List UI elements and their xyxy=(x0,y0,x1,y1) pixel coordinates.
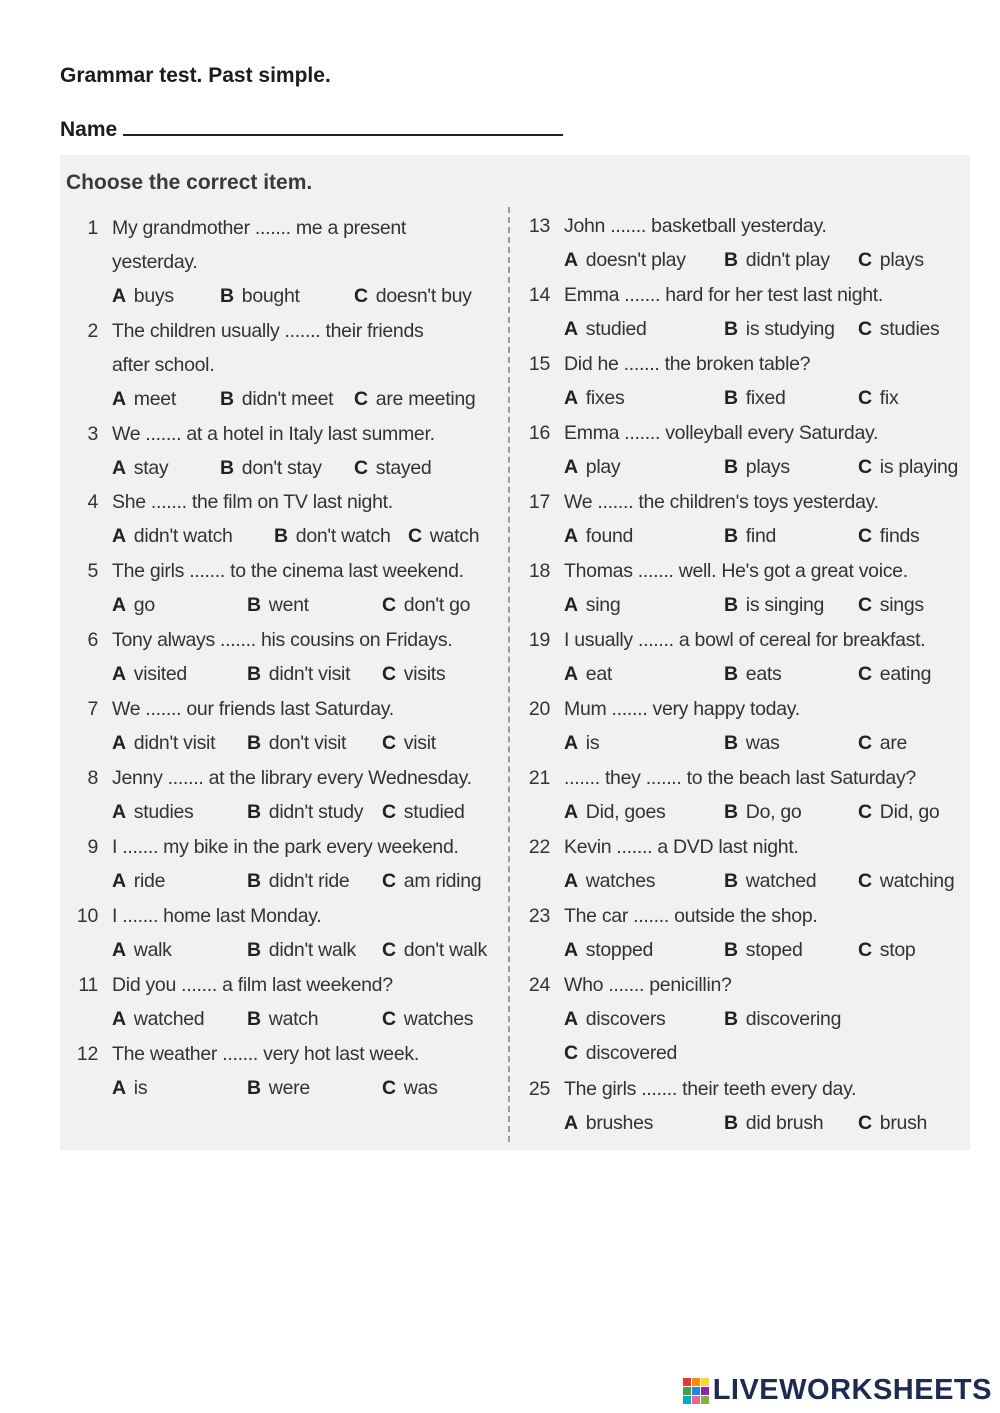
option-letter: A xyxy=(112,801,126,823)
option-a[interactable] xyxy=(564,870,655,893)
option-text: walk xyxy=(133,939,172,961)
option-letter: C xyxy=(564,1042,578,1064)
option-b[interactable] xyxy=(247,594,309,617)
question-number: 14 xyxy=(528,284,550,306)
option-text: is playing xyxy=(879,456,959,478)
option-a[interactable] xyxy=(112,525,233,548)
question-number: 24 xyxy=(528,974,550,996)
instruction: Choose the correct item. xyxy=(66,171,313,194)
column-divider xyxy=(508,207,510,1142)
option-text: fixed xyxy=(745,387,786,409)
option-text: Did, goes xyxy=(585,801,666,823)
option-letter: B xyxy=(247,870,261,892)
question-text: The children usually ....... their friends xyxy=(112,320,424,342)
option-a[interactable] xyxy=(564,594,620,617)
name-underline[interactable] xyxy=(123,114,563,136)
option-a[interactable] xyxy=(564,249,686,272)
option-letter: A xyxy=(564,249,578,271)
question-text: We ....... the children's toys yesterday. xyxy=(564,491,879,513)
option-a[interactable] xyxy=(112,1077,147,1100)
option-text: watches xyxy=(403,1008,474,1030)
option-a[interactable] xyxy=(564,732,599,755)
logo-tile xyxy=(692,1378,700,1386)
option-b[interactable] xyxy=(724,525,776,548)
option-letter: A xyxy=(564,456,578,478)
option-a[interactable] xyxy=(112,801,193,824)
question-text: I ....... home last Monday. xyxy=(112,905,322,927)
option-text: didn't visit xyxy=(133,732,216,754)
option-b[interactable] xyxy=(247,939,356,962)
option-text: discovering xyxy=(745,1008,842,1030)
option-letter: C xyxy=(382,594,396,616)
option-text: did brush xyxy=(745,1112,824,1134)
option-letter: C xyxy=(858,249,872,271)
option-letter: A xyxy=(564,1008,578,1030)
option-letter: A xyxy=(112,525,126,547)
option-text: visited xyxy=(133,663,187,685)
option-text: Did, go xyxy=(879,801,940,823)
question-number: 11 xyxy=(78,974,98,996)
option-letter: C xyxy=(858,939,872,961)
option-letter: C xyxy=(382,939,396,961)
question-number: 12 xyxy=(76,1043,98,1065)
option-text: don't stay xyxy=(241,457,322,479)
option-a[interactable] xyxy=(112,594,155,617)
option-letter: B xyxy=(247,1077,261,1099)
option-b[interactable] xyxy=(274,525,391,548)
option-c[interactable] xyxy=(858,801,939,824)
option-text: fix xyxy=(879,387,899,409)
option-b[interactable] xyxy=(724,249,830,272)
liveworksheets-logo-icon xyxy=(683,1378,709,1404)
question-text: The car ....... outside the shop. xyxy=(564,905,818,927)
option-a[interactable] xyxy=(564,801,665,824)
option-c[interactable] xyxy=(354,457,431,480)
option-b[interactable] xyxy=(247,732,346,755)
option-b[interactable] xyxy=(724,387,786,410)
option-a[interactable] xyxy=(112,285,174,308)
option-letter: B xyxy=(724,1112,738,1134)
option-letter: A xyxy=(564,732,578,754)
option-text: don't go xyxy=(403,594,471,616)
option-text: meet xyxy=(133,388,176,410)
option-letter: C xyxy=(382,732,396,754)
option-c[interactable] xyxy=(408,525,479,548)
question-text: Tony always ....... his cousins on Fridays. xyxy=(112,629,453,651)
page-title: Grammar test. Past simple. xyxy=(60,64,331,87)
option-letter: A xyxy=(112,285,126,307)
option-letter: B xyxy=(220,457,234,479)
question-text: We ....... our friends last Saturday. xyxy=(112,698,394,720)
option-text: was xyxy=(403,1077,438,1099)
option-letter: C xyxy=(858,801,872,823)
question-number: 9 xyxy=(87,836,98,858)
option-letter: B xyxy=(724,318,738,340)
name-field[interactable] xyxy=(60,114,563,142)
question-number: 7 xyxy=(87,698,98,720)
question-text: We ....... at a hotel in Italy last summer. xyxy=(112,423,435,445)
question-number: 15 xyxy=(528,353,550,375)
option-text: don't visit xyxy=(268,732,347,754)
option-text: watches xyxy=(585,870,656,892)
option-text: is singing xyxy=(745,594,825,616)
logo-tile xyxy=(701,1387,709,1395)
option-letter: B xyxy=(724,387,738,409)
option-c[interactable] xyxy=(354,285,472,308)
option-text: doesn't play xyxy=(585,249,686,271)
option-letter: C xyxy=(382,1077,396,1099)
option-a[interactable] xyxy=(112,457,168,480)
question-number: 3 xyxy=(87,423,98,445)
option-b[interactable] xyxy=(247,1077,310,1100)
option-text: eating xyxy=(879,663,932,685)
option-text: buys xyxy=(133,285,174,307)
option-b[interactable] xyxy=(724,456,790,479)
option-a[interactable] xyxy=(564,525,633,548)
option-text: stoped xyxy=(745,939,803,961)
option-b[interactable] xyxy=(220,285,300,308)
logo-tile xyxy=(683,1396,691,1404)
option-letter: C xyxy=(382,663,396,685)
option-a[interactable] xyxy=(564,318,647,341)
question-text: The girls ....... their teeth every day. xyxy=(564,1078,857,1100)
option-c[interactable] xyxy=(382,1008,473,1031)
option-b[interactable] xyxy=(724,732,780,755)
option-c[interactable] xyxy=(564,1042,677,1065)
option-letter: C xyxy=(858,870,872,892)
option-letter: B xyxy=(724,663,738,685)
option-text: sings xyxy=(879,594,924,616)
option-text: is xyxy=(133,1077,148,1099)
question-text: Who ....... penicillin? xyxy=(564,974,732,996)
option-b[interactable] xyxy=(220,457,322,480)
option-letter: A xyxy=(112,663,126,685)
option-c[interactable] xyxy=(382,1077,438,1100)
option-letter: A xyxy=(564,663,578,685)
option-text: stayed xyxy=(375,457,432,479)
logo-tile xyxy=(701,1396,709,1404)
option-text: find xyxy=(745,525,777,547)
option-text: didn't study xyxy=(268,801,364,823)
option-text: eat xyxy=(585,663,613,685)
option-letter: C xyxy=(382,870,396,892)
option-letter: A xyxy=(564,870,578,892)
option-letter: A xyxy=(112,939,126,961)
option-c[interactable] xyxy=(858,456,958,479)
option-c[interactable] xyxy=(382,801,465,824)
question-number: 8 xyxy=(87,767,98,789)
option-b[interactable] xyxy=(724,1112,823,1135)
option-c[interactable] xyxy=(382,594,470,617)
option-text: brushes xyxy=(585,1112,654,1134)
option-letter: C xyxy=(858,456,872,478)
option-text: stopped xyxy=(585,939,654,961)
option-letter: B xyxy=(724,525,738,547)
question-number: 17 xyxy=(528,491,550,513)
option-letter: B xyxy=(724,456,738,478)
option-text: studies xyxy=(133,801,194,823)
option-letter: C xyxy=(858,1112,872,1134)
question-text-cont: after school. xyxy=(112,354,215,376)
option-letter: B xyxy=(724,801,738,823)
option-letter: B xyxy=(247,663,261,685)
option-letter: C xyxy=(354,457,368,479)
option-text: ride xyxy=(133,870,166,892)
option-letter: C xyxy=(354,388,368,410)
question-text: My grandmother ....... me a present xyxy=(112,217,407,239)
option-text: didn't walk xyxy=(268,939,356,961)
option-text: stop xyxy=(879,939,916,961)
option-a[interactable] xyxy=(112,1008,204,1031)
option-text: watched xyxy=(133,1008,205,1030)
option-text: didn't visit xyxy=(268,663,351,685)
option-text: watching xyxy=(879,870,955,892)
option-letter: B xyxy=(247,732,261,754)
option-text: watch xyxy=(268,1008,319,1030)
logo-tile xyxy=(683,1378,691,1386)
option-letter: C xyxy=(858,594,872,616)
logo-tile xyxy=(692,1387,700,1395)
option-text: stay xyxy=(133,457,169,479)
question-text: She ....... the film on TV last night. xyxy=(112,491,393,513)
option-text: discovered xyxy=(585,1042,678,1064)
option-a[interactable] xyxy=(564,663,612,686)
option-letter: A xyxy=(564,1112,578,1134)
option-c[interactable] xyxy=(858,318,939,341)
option-letter: A xyxy=(564,387,578,409)
name-label: Name xyxy=(60,118,118,141)
question-text: Emma ....... volleyball every Saturday. xyxy=(564,422,879,444)
option-c[interactable] xyxy=(382,663,445,686)
option-letter: C xyxy=(858,732,872,754)
question-number: 19 xyxy=(528,629,550,651)
option-text: is xyxy=(585,732,600,754)
option-letter: C xyxy=(354,285,368,307)
option-letter: A xyxy=(564,939,578,961)
option-letter: A xyxy=(564,525,578,547)
option-text: didn't meet xyxy=(241,388,334,410)
option-text: am riding xyxy=(403,870,482,892)
logo-tile xyxy=(683,1387,691,1395)
exercise-panel xyxy=(60,155,970,1150)
option-c[interactable] xyxy=(858,525,920,548)
question-number: 22 xyxy=(528,836,550,858)
logo-tile xyxy=(701,1378,709,1386)
option-a[interactable] xyxy=(112,870,165,893)
option-c[interactable] xyxy=(858,939,915,962)
option-letter: A xyxy=(112,870,126,892)
option-c[interactable] xyxy=(354,388,475,411)
question-text: Jenny ....... at the library every Wednesday. xyxy=(112,767,472,789)
option-a[interactable] xyxy=(112,732,215,755)
option-c[interactable] xyxy=(858,870,954,893)
option-b[interactable] xyxy=(724,594,824,617)
question-text: John ....... basketball yesterday. xyxy=(564,215,827,237)
option-a[interactable] xyxy=(564,1008,665,1031)
question-text: Mum ....... very happy today. xyxy=(564,698,800,720)
option-a[interactable] xyxy=(112,388,176,411)
question-text: The girls ....... to the cinema last weekend. xyxy=(112,560,464,582)
option-letter: C xyxy=(858,387,872,409)
option-letter: C xyxy=(382,1008,396,1030)
option-letter: C xyxy=(858,318,872,340)
option-text: don't walk xyxy=(403,939,487,961)
option-c[interactable] xyxy=(858,387,898,410)
option-letter: B xyxy=(220,285,234,307)
question-text: Thomas ....... well. He's got a great voice. xyxy=(564,560,908,582)
option-letter: B xyxy=(724,939,738,961)
option-text: found xyxy=(585,525,634,547)
option-text: go xyxy=(133,594,155,616)
option-b[interactable] xyxy=(247,801,363,824)
option-text: plays xyxy=(879,249,924,271)
option-letter: B xyxy=(724,732,738,754)
option-b[interactable] xyxy=(220,388,333,411)
option-text: Do, go xyxy=(745,801,802,823)
question-text-cont: yesterday. xyxy=(112,251,198,273)
question-number: 4 xyxy=(87,491,98,513)
option-text: studies xyxy=(879,318,940,340)
question-number: 23 xyxy=(528,905,550,927)
option-text: studied xyxy=(585,318,647,340)
option-c[interactable] xyxy=(382,870,481,893)
option-a[interactable] xyxy=(112,939,172,962)
option-letter: A xyxy=(112,1008,126,1030)
option-letter: A xyxy=(112,594,126,616)
option-letter: B xyxy=(724,870,738,892)
option-text: fixes xyxy=(585,387,625,409)
question-number: 20 xyxy=(528,698,550,720)
question-text: Did you ....... a film last weekend? xyxy=(112,974,393,996)
option-c[interactable] xyxy=(858,663,931,686)
option-b[interactable] xyxy=(724,1008,841,1031)
question-text: Emma ....... hard for her test last night. xyxy=(564,284,884,306)
question-number: 13 xyxy=(528,215,550,237)
option-letter: B xyxy=(247,801,261,823)
option-b[interactable] xyxy=(247,663,350,686)
option-b[interactable] xyxy=(247,1008,318,1031)
question-number: 5 xyxy=(87,560,98,582)
option-c[interactable] xyxy=(858,249,924,272)
option-b[interactable] xyxy=(247,870,349,893)
question-text: I usually ....... a bowl of cereal for breakfast. xyxy=(564,629,926,651)
question-number: 2 xyxy=(87,320,98,342)
option-text: bought xyxy=(241,285,300,307)
option-a[interactable] xyxy=(112,663,187,686)
option-text: sing xyxy=(585,594,621,616)
option-letter: C xyxy=(858,663,872,685)
option-c[interactable] xyxy=(858,1112,927,1135)
liveworksheets-logo xyxy=(683,1374,992,1407)
question-number: 25 xyxy=(528,1078,550,1100)
option-a[interactable] xyxy=(564,939,653,962)
question-text: Did he ....... the broken table? xyxy=(564,353,811,375)
option-b[interactable] xyxy=(724,663,781,686)
option-text: watch xyxy=(429,525,480,547)
question-number: 10 xyxy=(76,905,98,927)
option-text: don't watch xyxy=(295,525,391,547)
option-text: visits xyxy=(403,663,446,685)
option-b[interactable] xyxy=(724,318,835,341)
option-letter: A xyxy=(564,594,578,616)
option-letter: B xyxy=(724,1008,738,1030)
option-text: discovers xyxy=(585,1008,666,1030)
option-letter: C xyxy=(858,525,872,547)
question-text: Kevin ....... a DVD last night. xyxy=(564,836,799,858)
option-letter: B xyxy=(724,594,738,616)
option-letter: A xyxy=(112,388,126,410)
option-letter: A xyxy=(112,457,126,479)
option-letter: B xyxy=(274,525,288,547)
option-text: eats xyxy=(745,663,782,685)
option-text: play xyxy=(585,456,621,478)
option-text: are xyxy=(879,732,908,754)
option-b[interactable] xyxy=(724,870,816,893)
logo-tile xyxy=(692,1396,700,1404)
option-b[interactable] xyxy=(724,939,803,962)
option-c[interactable] xyxy=(382,939,487,962)
option-text: are meeting xyxy=(375,388,476,410)
option-text: studied xyxy=(403,801,465,823)
option-letter: A xyxy=(564,318,578,340)
option-text: didn't play xyxy=(745,249,830,271)
question-number: 6 xyxy=(87,629,98,651)
option-text: visit xyxy=(403,732,436,754)
option-text: finds xyxy=(879,525,920,547)
question-text: The weather ....... very hot last week. xyxy=(112,1043,419,1065)
option-letter: B xyxy=(247,594,261,616)
option-letter: B xyxy=(247,1008,261,1030)
option-text: is studying xyxy=(745,318,835,340)
option-text: plays xyxy=(745,456,790,478)
option-letter: C xyxy=(382,801,396,823)
option-text: were xyxy=(268,1077,310,1099)
question-number: 21 xyxy=(528,767,550,789)
option-letter: B xyxy=(220,388,234,410)
option-text: watched xyxy=(745,870,817,892)
option-text: went xyxy=(268,594,309,616)
option-letter: A xyxy=(564,801,578,823)
option-text: doesn't buy xyxy=(375,285,472,307)
option-text: brush xyxy=(879,1112,928,1134)
option-b[interactable] xyxy=(724,801,801,824)
option-a[interactable] xyxy=(564,456,620,479)
question-number: 18 xyxy=(528,560,550,582)
option-text: didn't watch xyxy=(133,525,233,547)
option-a[interactable] xyxy=(564,1112,653,1135)
option-letter: A xyxy=(112,732,126,754)
option-c[interactable] xyxy=(858,594,924,617)
option-c[interactable] xyxy=(382,732,436,755)
option-letter: A xyxy=(112,1077,126,1099)
option-c[interactable] xyxy=(858,732,907,755)
question-number: 16 xyxy=(528,422,550,444)
option-letter: B xyxy=(724,249,738,271)
question-text: ....... they ....... to the beach last Saturday? xyxy=(564,767,916,789)
question-text: I ....... my bike in the park every weekend. xyxy=(112,836,459,858)
option-text: didn't ride xyxy=(268,870,350,892)
option-letter: B xyxy=(247,939,261,961)
option-a[interactable] xyxy=(564,387,624,410)
option-text: was xyxy=(745,732,780,754)
option-letter: C xyxy=(408,525,422,547)
question-number: 1 xyxy=(87,217,98,239)
logo-text: LIVEWORKSHEETS xyxy=(712,1374,992,1406)
